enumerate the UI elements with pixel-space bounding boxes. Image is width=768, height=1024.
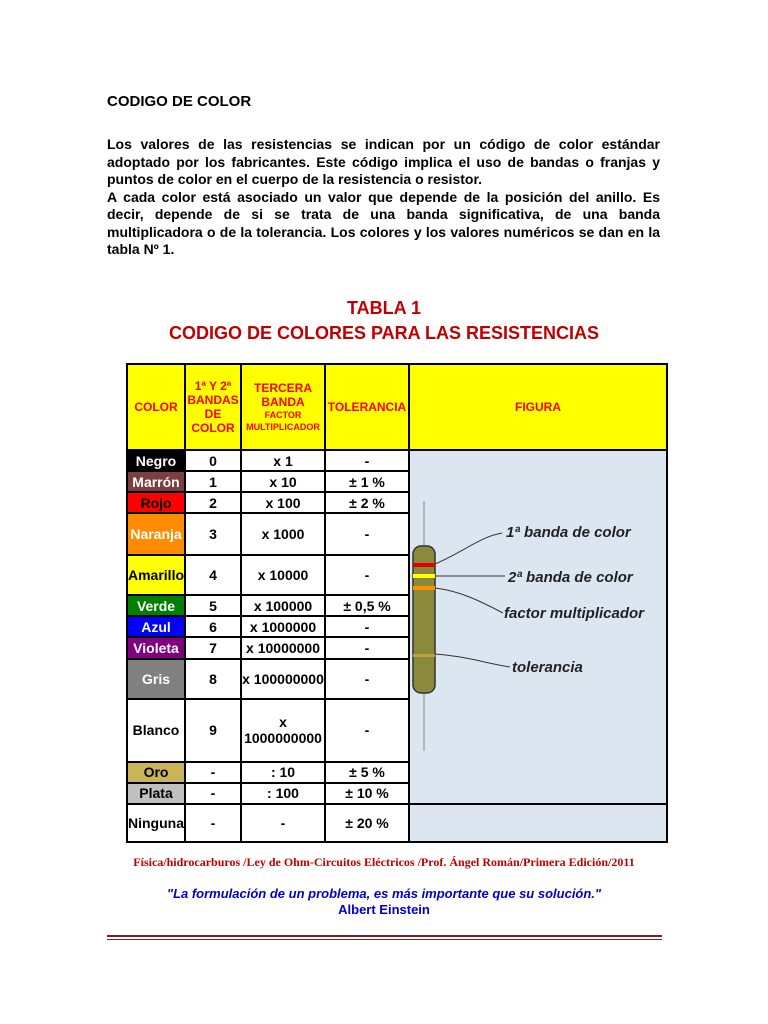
color-name-cell: Rojo (127, 492, 185, 513)
tolerance-cell: - (325, 616, 409, 637)
footer-quote: "La formulación de un problema, es más importante que su solución." (166, 886, 602, 901)
color-name-cell: Plata (127, 783, 185, 804)
multiplier-cell: x 1000000 (241, 616, 325, 637)
header-color: COLOR (127, 364, 185, 450)
intro-text (107, 136, 660, 259)
tolerance-cell: - (325, 637, 409, 658)
footer-rule-top (107, 935, 662, 937)
header-third-band (241, 364, 325, 450)
resistor-color-table (126, 363, 668, 843)
table-row (127, 804, 667, 842)
color-name-cell: Ninguna (127, 804, 185, 842)
header-third-main: TERCERA BANDA (254, 381, 313, 409)
band-value-cell: - (185, 804, 241, 842)
multiplier-cell: x 100 (241, 492, 325, 513)
header-bands: 1ª Y 2ª BANDAS DE COLOR (185, 364, 241, 450)
band-value-cell: - (185, 783, 241, 804)
color-name-cell: Violeta (127, 637, 185, 658)
multiplier-cell: : 10 (241, 762, 325, 783)
band-value-cell: 7 (185, 637, 241, 658)
footer-rule-bottom (107, 939, 662, 940)
band-1 (413, 563, 435, 567)
resistor-diagram (410, 451, 666, 803)
multiplier-cell: x 10000 (241, 555, 325, 595)
table-body (127, 450, 667, 842)
multiplier-cell: x 100000000 (241, 659, 325, 699)
footer-author: Albert Einstein (338, 902, 430, 917)
intro-paragraph-2: A cada color está asociado un valor que depende de la posición del anillo. Es decir, depende de si se trata de una banda significativa, de una banda multiplicadora o de la tolerancia. Los colores y los valores numéricos se dan en la tabla Nº 1. (107, 188, 660, 257)
band-value-cell: 1 (185, 471, 241, 492)
pointer-band-1 (435, 533, 502, 564)
color-name-cell: Gris (127, 659, 185, 699)
tolerance-cell: - (325, 450, 409, 471)
color-name-cell: Verde (127, 595, 185, 616)
tolerance-cell: - (325, 513, 409, 555)
label-band-1: 1ª banda de color (506, 524, 631, 541)
color-name-cell: Amarillo (127, 555, 185, 595)
table-row (127, 450, 667, 471)
band-value-cell: - (185, 762, 241, 783)
pointer-tolerance (435, 654, 510, 667)
header-third-sub: FACTOR MULTIPLICADOR (246, 410, 320, 432)
header-tolerance: TOLERANCIA (325, 364, 409, 450)
band-value-cell: 0 (185, 450, 241, 471)
multiplier-cell: x 1000 (241, 513, 325, 555)
band-2 (413, 574, 435, 578)
figure-cell-empty (409, 804, 667, 842)
tolerance-cell: - (325, 555, 409, 595)
multiplier-cell: x 100000 (241, 595, 325, 616)
color-name-cell: Marrón (127, 471, 185, 492)
band-value-cell: 2 (185, 492, 241, 513)
band-value-cell: 8 (185, 659, 241, 699)
tolerance-cell: ± 0,5 % (325, 595, 409, 616)
band-value-cell: 9 (185, 699, 241, 762)
tolerance-cell: ± 10 % (325, 783, 409, 804)
tolerance-cell: - (325, 659, 409, 699)
page-heading: CODIGO DE COLOR (107, 93, 252, 110)
band-value-cell: 3 (185, 513, 241, 555)
intro-paragraph-1: Los valores de las resistencias se indican por un código de color estándar adoptado por los fabricantes. Este código implica el uso de bandas o franjas y puntos de color en el cuerpo de la resistencia o resistor. (107, 136, 660, 187)
table-subtitle: CODIGO DE COLORES PARA LAS RESISTENCIAS (168, 323, 600, 343)
tolerance-cell: - (325, 699, 409, 762)
label-band-2: 2ª banda de color (508, 569, 633, 586)
pointer-multiplier (435, 588, 503, 613)
tolerance-cell: ± 5 % (325, 762, 409, 783)
multiplier-cell: x 10000000 (241, 637, 325, 658)
color-name-cell: Negro (127, 450, 185, 471)
tolerance-cell: ± 1 % (325, 471, 409, 492)
tolerance-cell: ± 2 % (325, 492, 409, 513)
band-value-cell: 6 (185, 616, 241, 637)
label-multiplier: factor multiplicador (504, 605, 645, 622)
resistor-body (413, 546, 435, 693)
color-name-cell: Blanco (127, 699, 185, 762)
band-tolerance (413, 654, 435, 657)
color-name-cell: Oro (127, 762, 185, 783)
footer-credit: Física/hidrocarburos /Ley de Ohm-Circuitos Eléctricos /Prof. Ángel Román/Primera Edición/2011 (133, 855, 635, 869)
color-name-cell: Naranja (127, 513, 185, 555)
multiplier-cell: x 1 (241, 450, 325, 471)
band-value-cell: 4 (185, 555, 241, 595)
tolerance-cell: ± 20 % (325, 804, 409, 842)
band-multiplier (413, 586, 435, 590)
table-title: TABLA 1 (347, 298, 421, 318)
multiplier-cell: x 1000000000 (241, 699, 325, 762)
multiplier-cell: x 10 (241, 471, 325, 492)
header-figure: FIGURA (409, 364, 667, 450)
figure-cell (409, 450, 667, 804)
multiplier-cell: : 100 (241, 783, 325, 804)
multiplier-cell: - (241, 804, 325, 842)
color-name-cell: Azul (127, 616, 185, 637)
label-tolerance: tolerancia (512, 659, 583, 676)
band-value-cell: 5 (185, 595, 241, 616)
